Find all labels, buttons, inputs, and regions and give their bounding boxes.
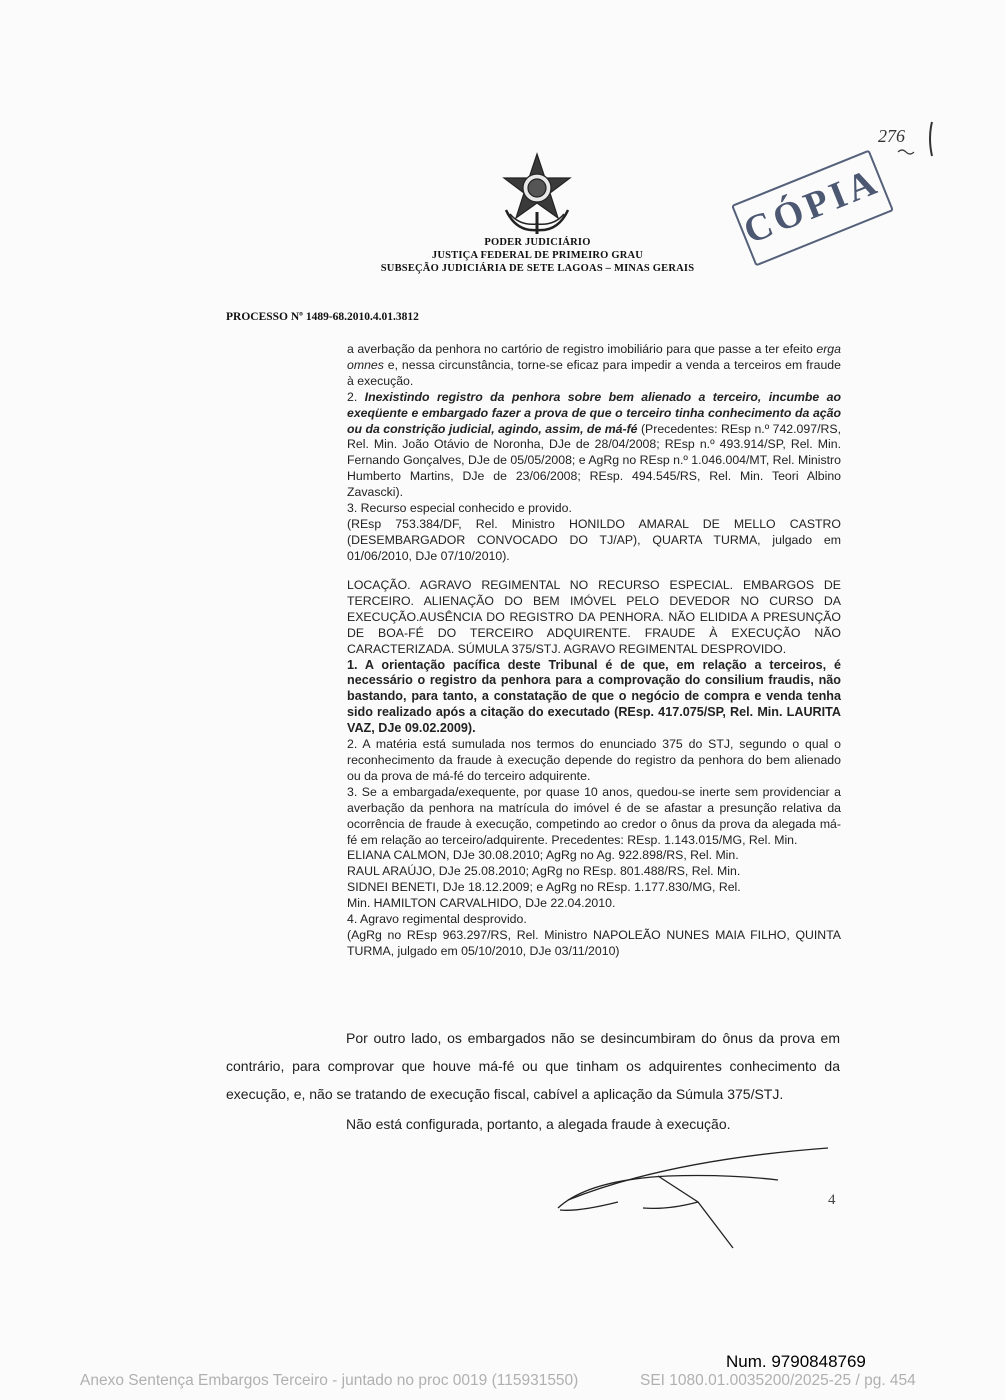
- body-paragraph-2-block: [226, 1110, 840, 1138]
- citation2-item-3-line-4: SIDNEI BENETI, DJe 18.12.2009; e AgRg no REsp. 1.177.830/MG, Rel.: [347, 880, 741, 895]
- footer-sei-reference: SEI 1080.01.0035200/2025-25 / pg. 454: [640, 1372, 916, 1389]
- handwritten-folio-number: [870, 118, 940, 168]
- citation2-ementa: LOCAÇÃO. AGRAVO REGIMENTAL NO RECURSO ESPECIAL. EMBARGOS DE TERCEIRO. ALIENAÇÃO DO BEM IMÓVEL PELO DEVEDOR NO CURSO DA EXECUÇÃO.AUSÊNCIA DO REGISTRO DA PENHORA. NÃO ELIDIDA A PRESUNÇÃO DE BOA-FÉ DO TERCEIRO ADQUIRENTE. FRAUDE À EXECUÇÃO NÃO CARACTERIZADA. SÚMULA 375/STJ. AGRAVO REGIMENTAL DESPROVIDO.: [347, 578, 841, 656]
- folio-text: 276: [878, 126, 905, 146]
- citation-block-1: [347, 342, 841, 565]
- process-number: PROCESSO Nº 1489-68.2010.4.01.3812: [226, 311, 419, 323]
- citation2-item-3-line-2: ELIANA CALMON, DJe 30.08.2010; AgRg no Ag. 922.898/RS, Rel. Min.: [347, 848, 739, 863]
- citation1-paragraph-3: 3. Recurso especial conhecido e provido.: [347, 501, 572, 516]
- citation1-paragraph-4: (REsp 753.384/DF, Rel. Ministro HONILDO AMARAL DE MELLO CASTRO (DESEMBARGADOR CONVOCADO DO TJ/AP), QUARTA TURMA, julgado em 01/06/2010, DJe 07/10/2010).: [347, 516, 841, 563]
- citation2-item-2: 2. A matéria está sumulada nos termos do enunciado 375 do STJ, segundo o qual o reconhecimento da fraude à execução depende do registro da penhora do bem alienado ou da prova de má-fé do terceiro adquirente.: [347, 737, 841, 783]
- page-number: 4: [828, 1192, 836, 1208]
- citation1-p2-bold: Inexistindo registro da penhora sobre bem alienado a terceiro, incumbe ao exeqüente e embargado fazer a prova de que o terceiro tinha conhecimento da ação ou da constrição judicial, agindo, assim, de má-fé: [347, 389, 841, 436]
- citation-block-2: [347, 578, 841, 960]
- citation2-item-4: 4. Agravo regimental desprovido.: [347, 912, 527, 927]
- body-paragraph-1-block: [226, 1024, 840, 1108]
- header-line-3: SUBSEÇÃO JUDICIÁRIA DE SETE LAGOAS – MINAS GERAIS: [380, 263, 695, 274]
- document-number: Num. 9790848769: [726, 1352, 866, 1371]
- copy-stamp-text: CÓPIA: [737, 159, 886, 253]
- citation1-paragraph-2: [347, 390, 841, 501]
- coat-of-arms-emblem: [496, 152, 578, 236]
- citation2-item-3-line-5: Min. HAMILTON CARVALHIDO, DJe 22.04.2010.: [347, 896, 616, 911]
- body-paragraph-2: Não está configurada, portanto, a alegada fraude à execução.: [346, 1116, 731, 1132]
- body-paragraph-1: Por outro lado, os embargados não se desincumbiram do ônus da prova em contrário, para comprovar que houve má-fé ou que tinham os adquirentes conhecimento da execução, e, não se tratando de execução fiscal, cabível a aplicação da Súmula 375/STJ.: [226, 1030, 840, 1102]
- citation1-paragraph-1: [347, 342, 841, 390]
- handwritten-signature: [548, 1140, 838, 1252]
- citation1-p1-text: a averbação da penhora no cartório de registro imobiliário para que passe a ter efeito: [347, 342, 813, 356]
- footer-annex-label: Anexo Sentença Embargos Terceiro - juntado no proc 0019 (115931550): [80, 1372, 579, 1389]
- citation1-p2-number: 2.: [347, 389, 358, 404]
- citation2-item-3: 3. Se a embargada/exequente, por quase 10 anos, quedou-se inerte sem providenciar a averbação da penhora na matrícula do imóvel é de se afastar a presunção relativa da ocorrência de fraude à execução, competindo ao credor o ônus da prova da alegada má-fé em relação ao terceiro/adquirente. Precedentes: REsp. 1.143.015/MG, Rel. Min.: [347, 784, 841, 847]
- citation1-p1-rest: e, nessa circunstância, torne-se eficaz para impedir a venda a terceiros em fraude à execução.: [347, 357, 841, 388]
- header-line-1: PODER JUDICIÁRIO: [484, 237, 591, 248]
- header-line-2: JUSTIÇA FEDERAL DE PRIMEIRO GRAU: [431, 250, 644, 261]
- citation2-item-3-line-3: RAUL ARAÚJO, DJe 25.08.2010; AgRg no REsp. 801.488/RS, Rel. Min.: [347, 864, 741, 879]
- citation2-item-1: 1. A orientação pacífica deste Tribunal é de que, em relação a terceiros, é necessário o registro da penhora para a comprovação do consilium fraudis, não bastando, para tanto, a constatação de que o negócio de compra e venda tenha sido realizado após a citação do executado (REsp. 417.075/SP, Rel. Min. LAURITA VAZ, DJe 09.02.2009).: [347, 657, 841, 736]
- citation1-p1-italic: erga omnes: [347, 342, 841, 372]
- citation1-p2-rest: (Precedentes: REsp n.º 742.097/RS, Rel. Min. João Otávio de Noronha, DJe de 28/04/2008; REsp n.º 493.914/SP, Rel. Min. Fernando Gonçalves, DJe de 05/05/2008; e AgRg no REsp n.º 1.046.004/MT, Rel. Ministro Humberto Martins, DJe de 23/06/2008; REsp. 494.545/RS, Rel. Min. Teori Albino Zavascki).: [347, 421, 841, 500]
- citation2-source: (AgRg no REsp 963.297/RS, Rel. Ministro NAPOLEÃO NUNES MAIA FILHO, QUINTA TURMA, julgado em 05/10/2010, DJe 03/11/2010): [347, 927, 841, 958]
